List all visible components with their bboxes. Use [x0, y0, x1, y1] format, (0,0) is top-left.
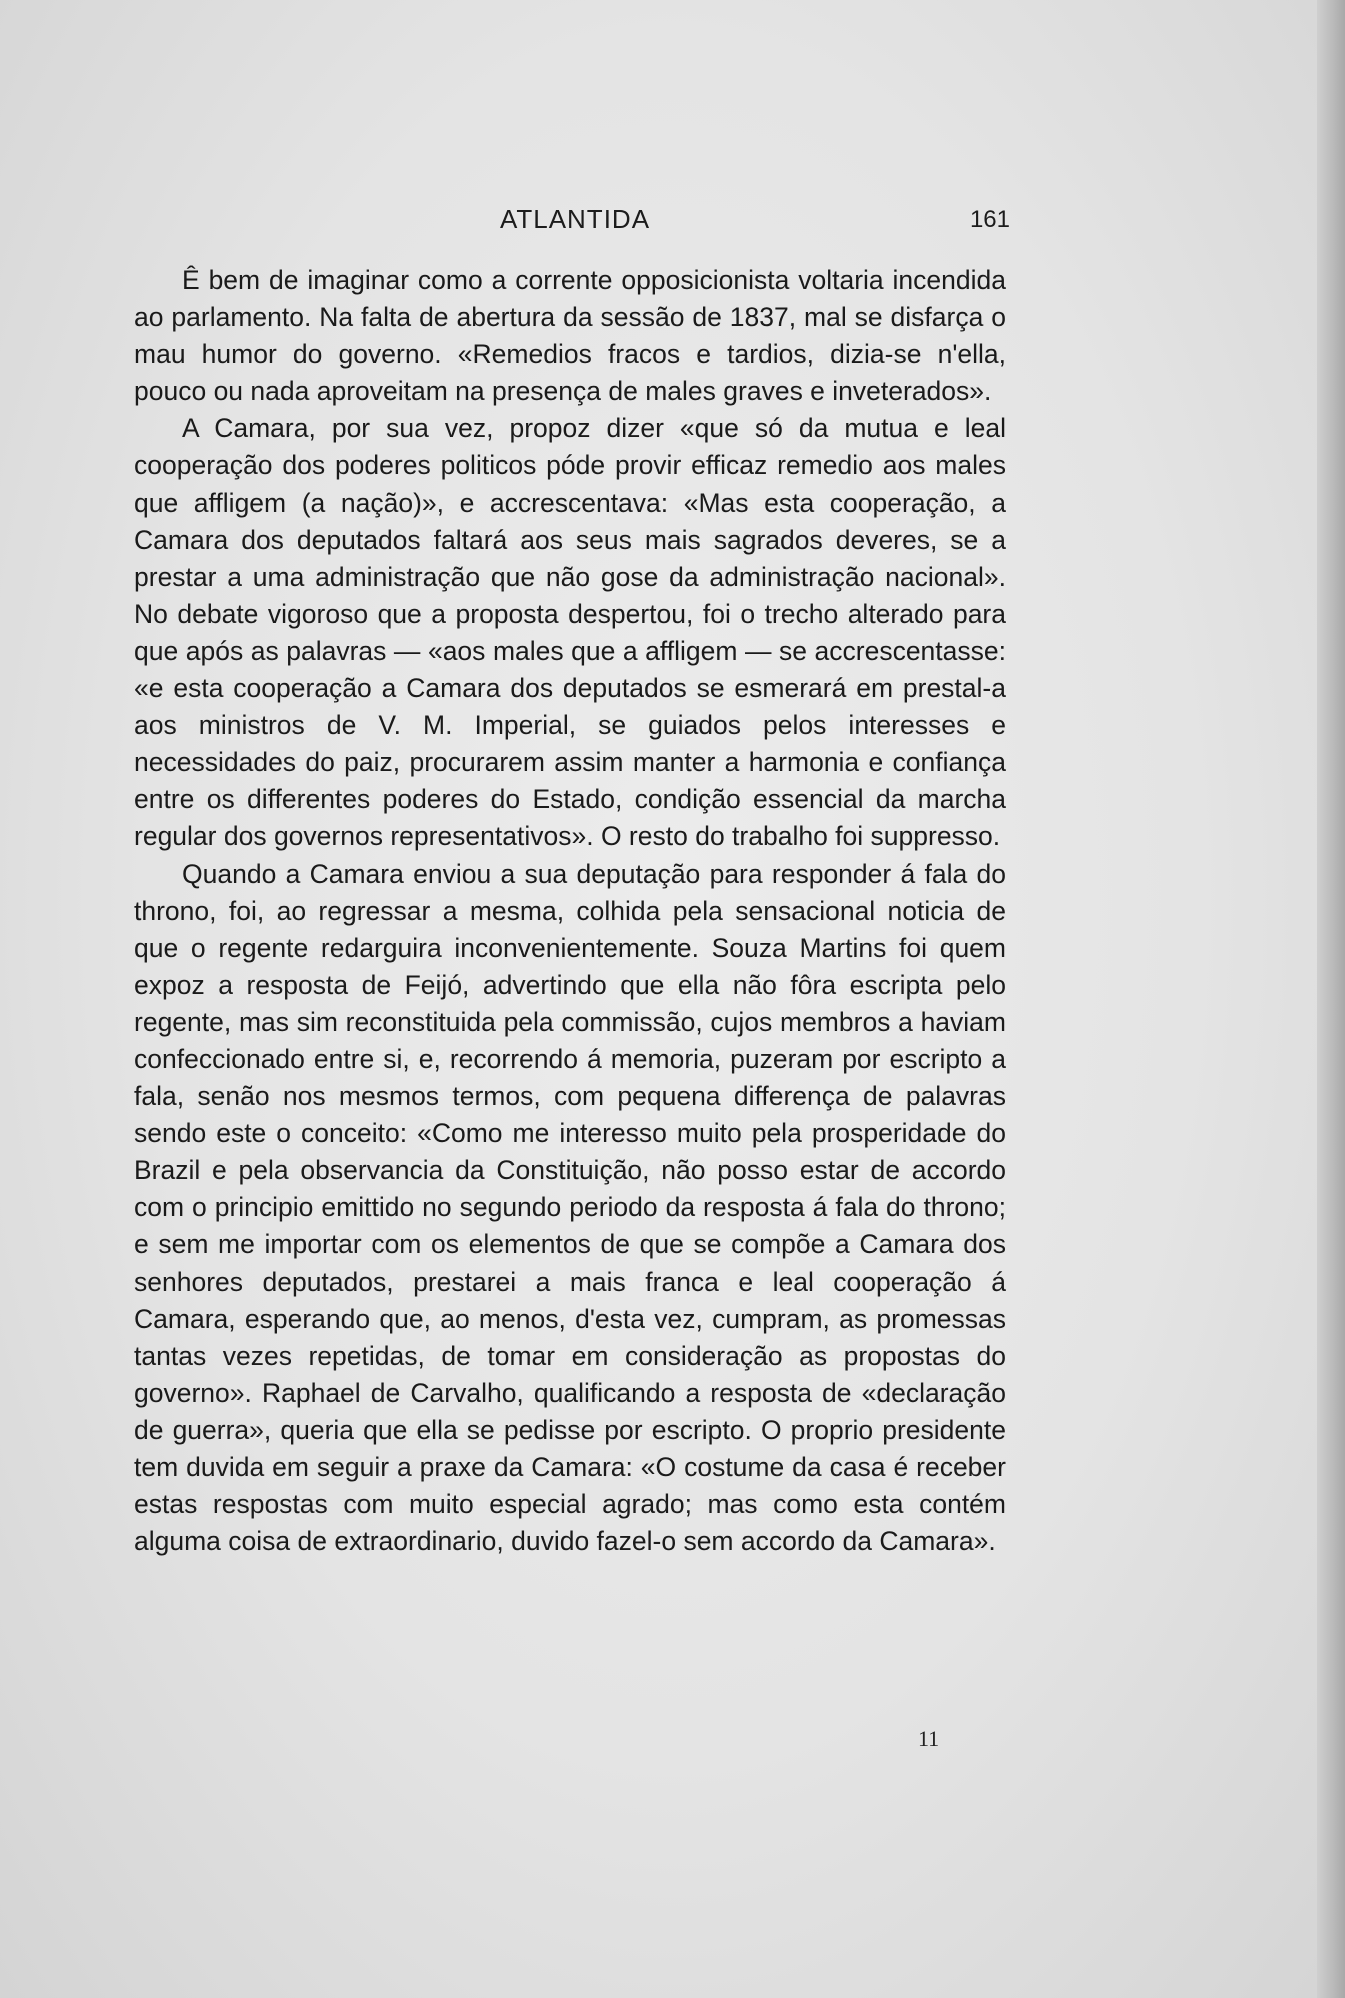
signature-mark: 11 [918, 1726, 940, 1751]
running-title: ATLANTIDA [499, 204, 651, 234]
paragraph: Ê bem de imaginar como a corrente opposicionista voltaria incendida ao parlamento. Na falta de abertura da sessão de 1837, mal se disfarça o mau humor do governo. «Remedios fracos e tardios, dizia-se n'ella, pouco ou nada aproveitam na presença de males graves e inveterados». [134, 265, 1006, 407]
running-head [140, 200, 1010, 240]
paragraph: A Camara, por sua vez, propoz dizer «que só da mutua e leal cooperação dos poderes politicos póde provir efficaz remedio aos males que affligem (a nação)», e accrescentava: «Mas esta cooperação, a Camara dos deputados faltará aos seus mais sagrados deveres, se a prestar a uma administração que não gose da administração nacional». No debate vigoroso que a proposta despertou, foi o trecho alterado para que após as palavras — «aos males que a affligem — se accrescentasse: «e esta cooperação a Camara dos deputados se esmerará em prestal-a aos ministros de V. M. Imperial, se guiados pelos interesses e necessidades do paiz, procurarem assim manter a harmonia e confiança entre os differentes poderes do Estado, condição essencial da marcha regular dos governos representativos». O resto do trabalho foi suppresso. [134, 413, 1006, 852]
page-number: 161 [969, 206, 1010, 233]
body-text [134, 262, 1006, 1560]
page-edge-shadow [1317, 0, 1345, 1998]
paragraph: Quando a Camara enviou a sua deputação para responder á fala do throno, foi, ao regressar a mesma, colhida pela sensacional noticia de que o regente redarguira inconvenientemente. Souza Martins foi quem expoz a resposta de Feijó, advertindo que ella não fôra escripta pelo regente, mas sim reconstituida pela commissão, cujos membros a haviam confeccionado entre si, e, recorrendo á memoria, puzeram por escripto a fala, senão nos mesmos termos, com pequena differença de palavras sendo este o conceito: «Como me interesso muito pela prosperidade do Brazil e pela observancia da Constituição, não posso estar de accordo com o principio emittido no segundo periodo da resposta á fala do throno; e sem me importar com os elementos de que se compõe a Camara dos senhores deputados, prestarei a mais franca e leal cooperação á Camara, esperando que, ao menos, d'esta vez, cumpram, as promessas tantas vezes repetidas, de tomar em consideração as propostas do governo». Raphael de Carvalho, qualificando a resposta de «declaração de guerra», queria que ella se pedisse por escripto. O proprio presidente tem duvida em seguir a praxe da Camara: «O costume da casa é receber estas respostas com muito especial agrado; mas como esta contém alguma coisa de extraordinario, duvido fazel-o sem accordo da Camara». [134, 858, 1006, 1557]
